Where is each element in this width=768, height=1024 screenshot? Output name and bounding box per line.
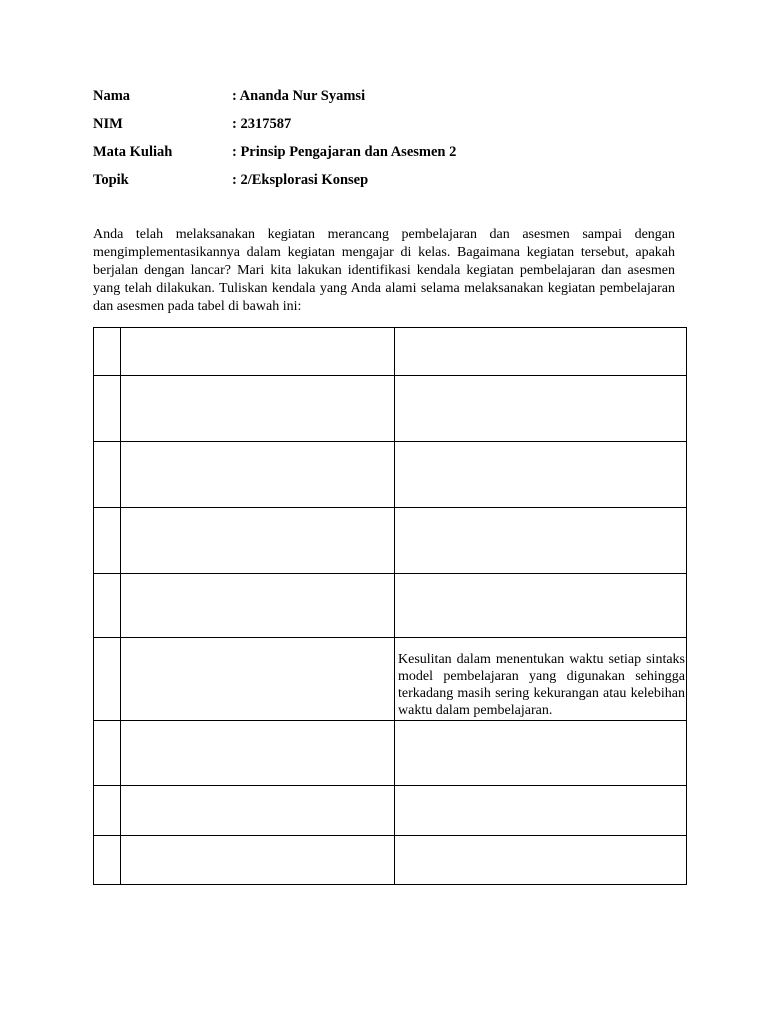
- table-cell[interactable]: [395, 376, 687, 442]
- table-cell[interactable]: [395, 508, 687, 574]
- table-row: [94, 721, 687, 786]
- table-cell[interactable]: [94, 786, 121, 836]
- table-cell[interactable]: [94, 442, 121, 508]
- identity-value: : Prinsip Pengajaran dan Asesmen 2: [232, 144, 457, 160]
- table-row: [94, 508, 687, 574]
- table-cell[interactable]: [94, 574, 121, 638]
- table-cell[interactable]: [121, 508, 395, 574]
- identity-label: Nama: [93, 88, 131, 104]
- table-cell[interactable]: [395, 442, 687, 508]
- table-cell[interactable]: [395, 786, 687, 836]
- table-cell[interactable]: [94, 836, 121, 885]
- table-cell[interactable]: [94, 328, 121, 376]
- table-row: [94, 442, 687, 508]
- table-cell[interactable]: [121, 721, 395, 786]
- table-cell[interactable]: [121, 574, 395, 638]
- table-cell[interactable]: [94, 638, 121, 721]
- table-cell[interactable]: [121, 836, 395, 885]
- kendala-note: Kesulitan dalam menentukan waktu setiap sintaks model pembelajaran yang digunakan sehingga terkadang masih sering kekurangan atau kelebihan waktu dalam pembelajaran.: [398, 652, 685, 718]
- table-row: [94, 574, 687, 638]
- identity-value: : 2317587: [232, 116, 292, 132]
- table-row: [94, 836, 687, 885]
- table-row: [94, 786, 687, 836]
- table-cell[interactable]: [94, 721, 121, 786]
- table-cell[interactable]: [395, 328, 687, 376]
- intro-paragraph: Anda telah melaksanakan kegiatan merancang pembelajaran dan asesmen sampai dengan mengimplementasikannya dalam kegiatan mengajar di kelas. Bagaimana kegiatan tersebut, apakah berjalan dengan lancar? Mari kita lakukan identifikasi kendala kegiatan pembelajaran dan asesmen yang telah dilakukan. Tuliskan kendala yang Anda alami selama melaksanakan kegiatan pembelajaran dan asesmen pada tabel di bawah ini:: [93, 227, 675, 314]
- table-cell[interactable]: [121, 786, 395, 836]
- identity-value: : Ananda Nur Syamsi: [232, 88, 366, 104]
- table-cell[interactable]: [395, 836, 687, 885]
- kendala-table: [93, 327, 687, 885]
- table-cell[interactable]: [121, 638, 395, 721]
- identity-label: Mata Kuliah: [93, 144, 173, 160]
- table-cell[interactable]: [94, 376, 121, 442]
- table-cell[interactable]: [121, 328, 395, 376]
- table-cell[interactable]: [121, 442, 395, 508]
- table-row: [94, 638, 687, 721]
- table-row: [94, 376, 687, 442]
- identity-label: Topik: [93, 172, 129, 188]
- table-row: [94, 328, 687, 376]
- table-cell[interactable]: [395, 721, 687, 786]
- identity-value: : 2/Eksplorasi Konsep: [232, 172, 369, 188]
- table-cell[interactable]: [94, 508, 121, 574]
- identity-label: NIM: [93, 116, 123, 132]
- table-cell[interactable]: [395, 638, 687, 721]
- table-cell[interactable]: [395, 574, 687, 638]
- table-cell[interactable]: [121, 376, 395, 442]
